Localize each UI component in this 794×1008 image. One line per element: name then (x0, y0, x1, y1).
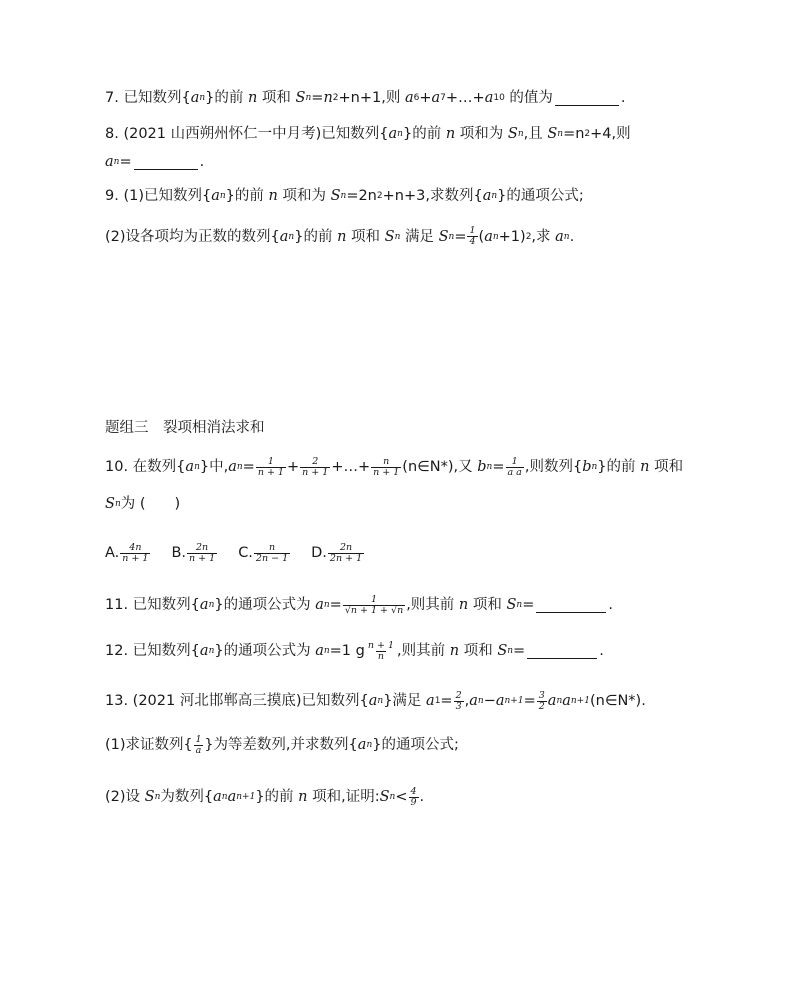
choice-a[interactable]: A. $\frac{4n}{n + 1}$ (105, 541, 149, 564)
question-number: 8. (105, 126, 119, 142)
question-9-part-1: 9. (1)已知数列{ a n }的前 n 项和为 S n =2n 2 +n+3,求数列{ a n }的通项公式; (105, 188, 584, 204)
fraction: $\frac{n + 1}{n}$ (367, 639, 395, 662)
fraction: $\frac{n}{n + 1}$ (373, 455, 400, 478)
question-number: 11. (105, 597, 129, 613)
question-10-cont: S n 为 ( ) (105, 496, 181, 512)
answer-blank[interactable] (555, 91, 619, 106)
section-heading: 题组三 裂项相消法求和 (105, 420, 265, 436)
question-7: 7. 已知数列{ a n }的前 n 项和 S n = n 2 +n+1,则 a 6 + a 7 +…+ a 10 的值为 . (105, 90, 626, 106)
answer-blank[interactable] (134, 155, 198, 170)
question-11: 11. 已知数列{ a n }的通项公式为 a n = $\frac{1}{√n + 1 + √n}$ ,则其前 n 项和 S n = . (105, 593, 613, 616)
fraction: $\frac{1}{a}$ (195, 733, 202, 756)
question-9-part-2: (2)设各项均为正数的数列{ a n }的前 n 项和 S n 满足 S n = $\frac{1}{4}$ ( a n +1) 2 ,求 a n . (105, 225, 575, 247)
question-12: 12. 已知数列{ a n }的通项公式为 a n =1 g $\frac{n + 1}{n}$ ,则其前 n 项和 S n = . (105, 639, 604, 662)
question-10: 10. 在数列{ a n }中, a n = $\frac{1}{n + 1}$ + $\frac{2}{n + 1}$ +…+ $\frac{n}{n + 1}$ (n∈N*),又 b n = $\frac{1}{\text{a a}}$ ,则数列{ b n }的前 n 项和 (105, 455, 684, 478)
choice-b[interactable]: B. $\frac{2n}{n + 1}$ (171, 541, 216, 564)
fraction: $\frac{1}{√n + 1 + √n}$ (344, 593, 404, 616)
fraction: $\frac{2}{n + 1}$ (302, 455, 329, 478)
choice-c[interactable]: C. $\frac{n}{2n - 1}$ (238, 541, 289, 564)
answer-blank[interactable] (536, 598, 606, 613)
answer-blank[interactable] (527, 644, 597, 659)
question-number: 13. (105, 693, 129, 709)
question-number: 7. (105, 90, 119, 106)
fraction: $\frac{1}{4}$ (469, 225, 476, 247)
fraction: $\frac{1}{\text{a a}}$ (507, 455, 522, 478)
question-10-choices (105, 538, 385, 568)
question-8-cont: a n = . (105, 154, 205, 170)
question-13: 13. (2021 河北邯郸高三摸底)已知数列{ a n }满足 a 1 = $\frac{2}{3}$ , a n − a n+1 = $\frac{3}{2}$ a n a n+1 (n∈N*). (105, 689, 646, 712)
fraction: $\frac{3}{2}$ (538, 689, 545, 712)
question-number: 10. (105, 459, 129, 475)
question-8: 8. (2021 山西朔州怀仁一中月考)已知数列{ a n }的前 n 项和为 S n ,且 S n =n 2 +4,则 (105, 126, 631, 142)
fraction: $\frac{4}{9}$ (410, 785, 417, 808)
question-number: 9. (105, 188, 119, 204)
fraction: $\frac{1}{n + 1}$ (257, 455, 284, 478)
question-13-part-1: (1)求证数列 { $\frac{1}{a}$ } 为等差数列,并求数列{ a n }的通项公式; (105, 733, 459, 756)
fraction: $\frac{2}{3}$ (455, 689, 462, 712)
question-number: 12. (105, 643, 129, 659)
question-13-part-2: (2)设 S n 为数列{ a n a n+1 }的前 n 项和,证明: S n < $\frac{4}{9}$ . (105, 785, 425, 808)
choice-d[interactable]: D. $\frac{2n}{2n + 1}$ (311, 541, 363, 564)
